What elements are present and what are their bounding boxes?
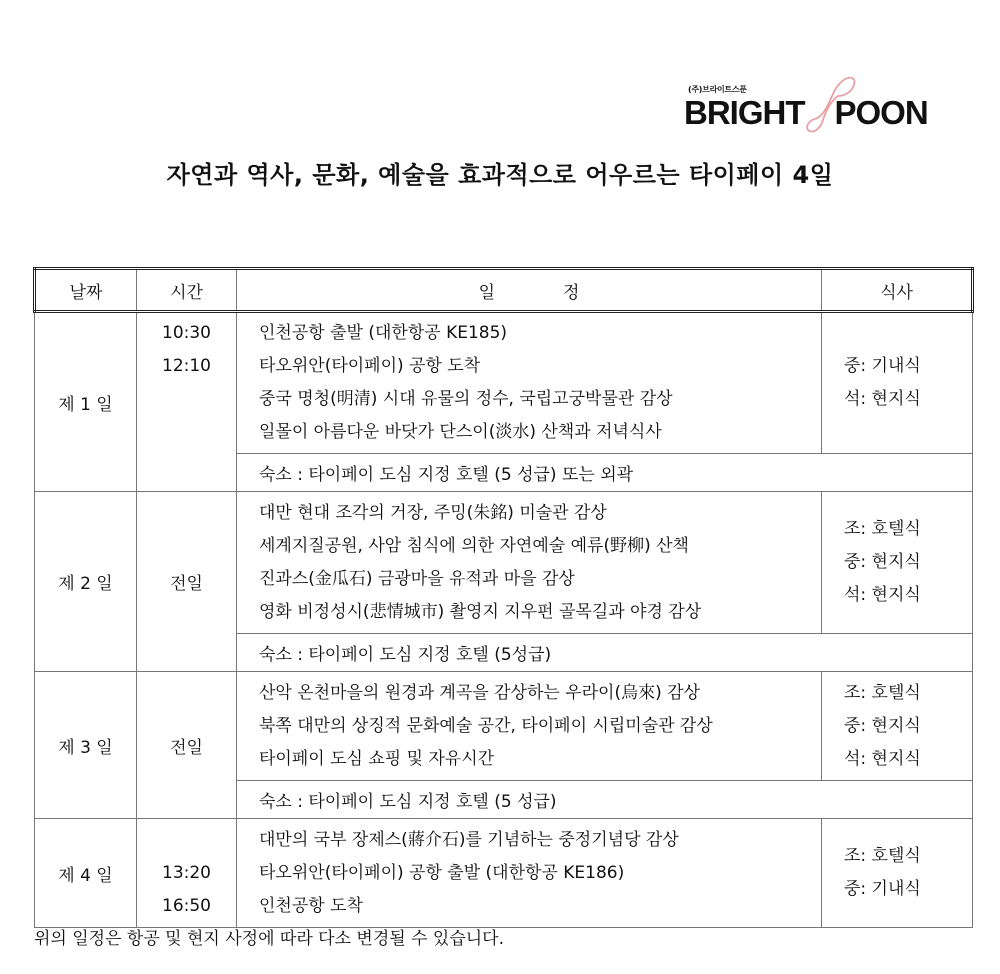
day-row [35,492,973,634]
schedule-item [259,383,821,416]
logo-word-left: BRIGHT [684,94,805,131]
meal-cell [822,312,973,454]
schedule-text: ) 금광마을 유적과 마을 감상 [365,568,575,589]
itinerary-table [33,267,974,928]
meal-item: 조: 호텔식 [844,846,921,866]
schedule-text: 타이페이 도심 쇼핑 및 자유시간 [259,748,495,769]
schedule-text: 대만의 국부 장제스( [259,829,408,850]
hanja-text: 野柳 [610,535,645,556]
meal-item: 조: 호텔식 [844,519,921,539]
day-row [35,312,973,454]
schedule-item [259,857,821,890]
day-label: 제 1 일 [35,312,137,492]
meal-item: 중: 현지식 [844,715,921,736]
lodging-info: 숙소 : 타이페이 도심 지정 호텔 (5 성급) [237,781,973,819]
meal-item: 석: 현지식 [844,585,921,605]
hanja-text: 蔣介石 [407,829,459,850]
schedule-item [259,824,821,857]
hanja-text: 明清 [336,389,371,409]
meal-item: 중: 기내식 [844,879,921,899]
meal-item: 중: 기내식 [844,356,921,376]
time-cell [137,312,237,492]
hanja-text: 金瓜石 [314,568,366,589]
schedule-text: ) 산책과 저녁식사 [529,422,662,442]
company-logo [684,70,946,140]
schedule-item [259,710,821,743]
meal-item: 석: 현지식 [844,389,921,409]
time-cell: 전일 [137,672,237,819]
schedule-text: 타오위안(타이페이) 공항 도착 [259,356,481,376]
itinerary-body [35,312,973,928]
day-row [35,672,973,781]
schedule-text: ) 촬영지 지우펀 골목길과 야경 감상 [437,601,702,622]
schedule-text: ) 산책 [644,535,689,556]
schedule-text: ) 시대 유물의 정수, 국립고궁박물관 감상 [370,389,673,409]
schedule-text: )를 기념하는 중정기념당 감상 [458,829,679,850]
schedule-text: ) 미술관 감상 [507,502,607,523]
day-label: 제 2 일 [35,492,137,672]
logo-word-right: POON [834,94,928,131]
schedule-item [259,563,821,596]
schedule-text: 진과스( [259,568,315,589]
hanja-text: 淡水 [495,422,530,442]
schedule-item [259,890,821,923]
schedule-text: ) 감상 [655,682,700,703]
schedule-text: 대만 현대 조각의 거장, 주밍( [259,502,474,523]
meal-item: 중: 현지식 [844,552,921,572]
schedule-text: 영화 비정성시( [259,601,370,622]
page-title: 자연과 역사, 문화, 예술을 효과적으로 어우르는 타이페이 4일 [166,161,834,189]
hanja-text: 烏來 [621,682,656,703]
header-time: 시간 [137,269,237,312]
hanja-text: 悲情城市 [369,601,438,622]
schedule-text: 세계지질공원, 사암 침식에 의한 자연예술 예류( [259,535,611,556]
schedule-item [259,497,821,530]
time-value: 16:50 [162,896,211,916]
lodging-info: 숙소 : 타이페이 도심 지정 호텔 (5 성급) 또는 외곽 [237,454,973,492]
schedule-text: 인천공항 출발 (대한항공 KE185) [259,323,508,343]
time-value: 12:10 [162,356,211,376]
schedule-cell [237,492,822,634]
header-meal: 식사 [822,269,973,312]
time-value: 10:30 [162,323,211,343]
logo-company-name: (주)브라이트스푼 [688,85,747,94]
day-label: 제 4 일 [35,819,137,928]
meal-item: 조: 호텔식 [844,682,921,703]
schedule-item [259,317,821,350]
schedule-text: 인천공항 도착 [259,895,363,916]
schedule-cell [237,819,822,928]
logo-wordmark [684,96,928,129]
schedule-item [259,416,821,449]
meal-cell [822,492,973,634]
schedule-text: 타오위안(타이페이) 공항 출발 (대한항공 KE186) [259,862,625,883]
schedule-item [259,743,821,776]
schedule-text: 중국 명청( [259,389,337,409]
header-schedule: 일 정 [237,269,822,312]
hanja-text: 朱銘 [473,502,508,523]
schedule-text: 북쪽 대만의 상징적 문화예술 공간, 타이페이 시립미술관 감상 [259,715,713,736]
header-date: 날짜 [35,269,137,312]
day-label: 제 3 일 [35,672,137,819]
schedule-cell [237,312,822,454]
footnote: 위의 일정은 항공 및 현지 사정에 따라 다소 변경될 수 있습니다. [34,929,504,949]
schedule-item [259,350,821,383]
lodging-info: 숙소 : 타이페이 도심 지정 호텔 (5성급) [237,634,973,672]
schedule-text: 일몰이 아름다운 바닷가 단스이( [259,422,496,442]
meal-item: 석: 현지식 [844,748,921,769]
table-header-row [35,269,973,312]
schedule-item [259,530,821,563]
time-cell: 전일 [137,492,237,672]
schedule-item [259,596,821,629]
schedule-cell [237,672,822,781]
schedule-text: 산악 온천마을의 원경과 계곡을 감상하는 우라이( [259,682,622,703]
time-cell [137,819,237,928]
meal-cell [822,672,973,781]
meal-cell [822,819,973,928]
day-row [35,819,973,928]
schedule-item [259,677,821,710]
time-value: 13:20 [162,863,211,883]
